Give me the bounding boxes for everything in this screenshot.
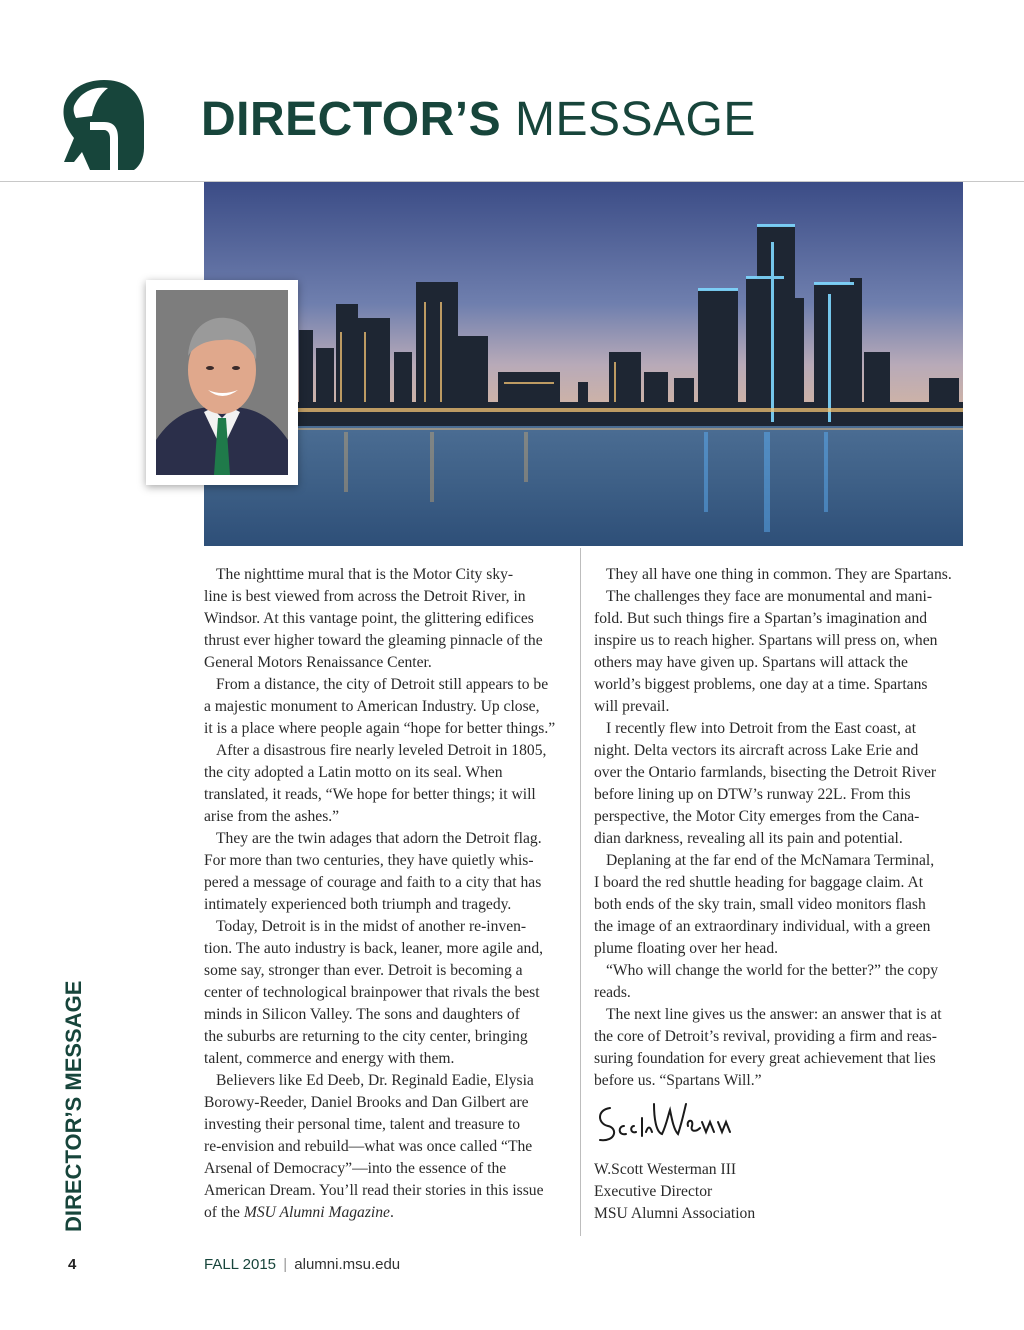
paragraph-line: They all have one thing in common. They are Spartans.: [606, 566, 952, 583]
paragraph-line: They are the twin adages that adorn the Detroit flag.: [216, 830, 542, 847]
paragraph-line: center of technological brainpower that rivals the best: [204, 984, 540, 1001]
signature-block: [594, 1159, 755, 1225]
portrait-frame: [146, 280, 298, 485]
spartan-helmet-icon: [60, 78, 144, 172]
paragraph-line: night. Delta vectors its aircraft across Lake Erie and: [594, 742, 919, 759]
paragraph-line: of the MSU Alumni Magazine.: [204, 1204, 394, 1221]
paragraph-line: inspire us to reach higher. Spartans will press on, when: [594, 632, 938, 649]
paragraph-line: the suburbs are returning to the city center, bringing: [204, 1028, 528, 1045]
paragraph-line: before lining up on DTW’s runway 22L. From this: [594, 786, 911, 803]
paragraph-line: Deplaning at the far end of the McNamara Terminal,: [606, 852, 935, 869]
paragraph-line: General Motors Renaissance Center.: [204, 654, 432, 671]
footer-website-link[interactable]: alumni.msu.edu: [294, 1256, 401, 1273]
paragraph-line: the city adopted a Latin motto on its seal. When: [204, 764, 503, 781]
paragraph-line: the core of Detroit’s revival, providing a firm and reas-: [594, 1028, 937, 1045]
paragraph-line: world’s biggest problems, one day at a time. Spartans: [594, 676, 928, 693]
footer: [204, 1256, 400, 1273]
paragraph-line: Windsor. At this vantage point, the glittering edifices: [204, 610, 534, 627]
paragraph-line: The nighttime mural that is the Motor City sky-: [216, 566, 514, 583]
signature: [590, 1096, 740, 1158]
signatory-name: W.Scott Westerman III: [594, 1161, 737, 1178]
detroit-skyline-photo: [204, 182, 963, 546]
article-column-1: [204, 564, 574, 1224]
paragraph-line: before us. “Spartans Will.”: [594, 1072, 762, 1089]
paragraph-line: From a distance, the city of Detroit still appears to be: [216, 676, 549, 693]
page-number: 4: [68, 1256, 77, 1273]
director-portrait-photo: [156, 290, 288, 475]
paragraph-line: plume floating over her head.: [594, 940, 779, 957]
title-bold: DIRECTOR’S: [201, 93, 502, 146]
footer-issue: FALL 2015: [204, 1256, 277, 1273]
paragraph-line: After a disastrous fire nearly leveled Detroit in 1805,: [216, 742, 547, 759]
paragraph-line: American Dream. You’ll read their stories in this issue: [204, 1182, 544, 1199]
paragraph-line: the image of an extraordinary individual, with a green: [594, 918, 931, 935]
paragraph-line: suring foundation for every great achievement that lies: [594, 1050, 936, 1067]
paragraph-line: tion. The auto industry is back, leaner, more agile and,: [204, 940, 544, 957]
paragraph-line: pered a message of courage and faith to a city that has: [204, 874, 542, 891]
paragraph-line: minds in Silicon Valley. The sons and daughters of: [204, 1006, 520, 1023]
paragraph-line: over the Ontario farmlands, bisecting the Detroit River: [594, 764, 937, 781]
paragraph-line: I recently flew into Detroit from the East coast, at: [606, 720, 917, 737]
paragraph-line: line is best viewed from across the Detroit River, in: [204, 588, 526, 605]
paragraph-line: talent, commerce and energy with them.: [204, 1050, 455, 1067]
paragraph-line: The challenges they face are monumental and mani-: [606, 588, 933, 605]
paragraph-line: thrust ever higher toward the gleaming pinnacle of the: [204, 632, 543, 649]
signatory-org: MSU Alumni Association: [594, 1205, 756, 1222]
paragraph-line: dian darkness, revealing all its pain and potential.: [594, 830, 903, 847]
paragraph-line: reads.: [594, 984, 631, 1001]
article-column-2: [594, 564, 964, 1092]
paragraph-line: some say, stronger than ever. Detroit is becoming a: [204, 962, 523, 979]
footer-separator: |: [283, 1256, 288, 1273]
paragraph-line: fold. But such things fire a Spartan’s imagination and: [594, 610, 928, 627]
paragraph-line: For more than two centuries, they have quietly whis-: [204, 852, 534, 869]
paragraph-line: Today, Detroit is in the midst of another re-inven-: [216, 918, 527, 935]
paragraph-line: others may have given up. Spartans will attack the: [594, 654, 908, 671]
paragraph-line: both ends of the sky train, small video monitors flash: [594, 896, 926, 913]
title-light: MESSAGE: [515, 93, 756, 146]
signatory-role: Executive Director: [594, 1183, 713, 1200]
paragraph-line: perspective, the Motor City emerges from the Cana-: [594, 808, 920, 825]
paragraph-line: a majestic monument to American Industry. Up close,: [204, 698, 540, 715]
paragraph-line: The next line gives us the answer: an answer that is at: [606, 1006, 942, 1023]
page-title: [201, 90, 756, 150]
sidebar-section-label: DIRECTOR’S MESSAGE: [61, 980, 86, 1232]
paragraph-line: “Who will change the world for the better?” the copy: [606, 962, 939, 979]
paragraph-line: Believers like Ed Deeb, Dr. Reginald Eadie, Elysia: [216, 1072, 534, 1089]
paragraph-line: it is a place where people again “hope for better things.”: [204, 720, 556, 737]
paragraph-line: Arsenal of Democracy”—into the essence of the: [204, 1160, 507, 1177]
column-divider: [580, 548, 581, 1236]
paragraph-line: Borowy-Reeder, Daniel Brooks and Dan Gilbert are: [204, 1094, 529, 1111]
paragraph-line: I board the red shuttle heading for baggage claim. At: [594, 874, 924, 891]
paragraph-line: will prevail.: [594, 698, 670, 715]
paragraph-line: re-envision and rebuild—what was once called “The: [204, 1138, 533, 1155]
paragraph-line: investing their personal time, talent and treasure to: [204, 1116, 521, 1133]
paragraph-line: translated, it reads, “We hope for better things; it will: [204, 786, 536, 803]
paragraph-line: intimately experienced both triumph and tragedy.: [204, 896, 512, 913]
paragraph-line: arise from the ashes.”: [204, 808, 340, 825]
